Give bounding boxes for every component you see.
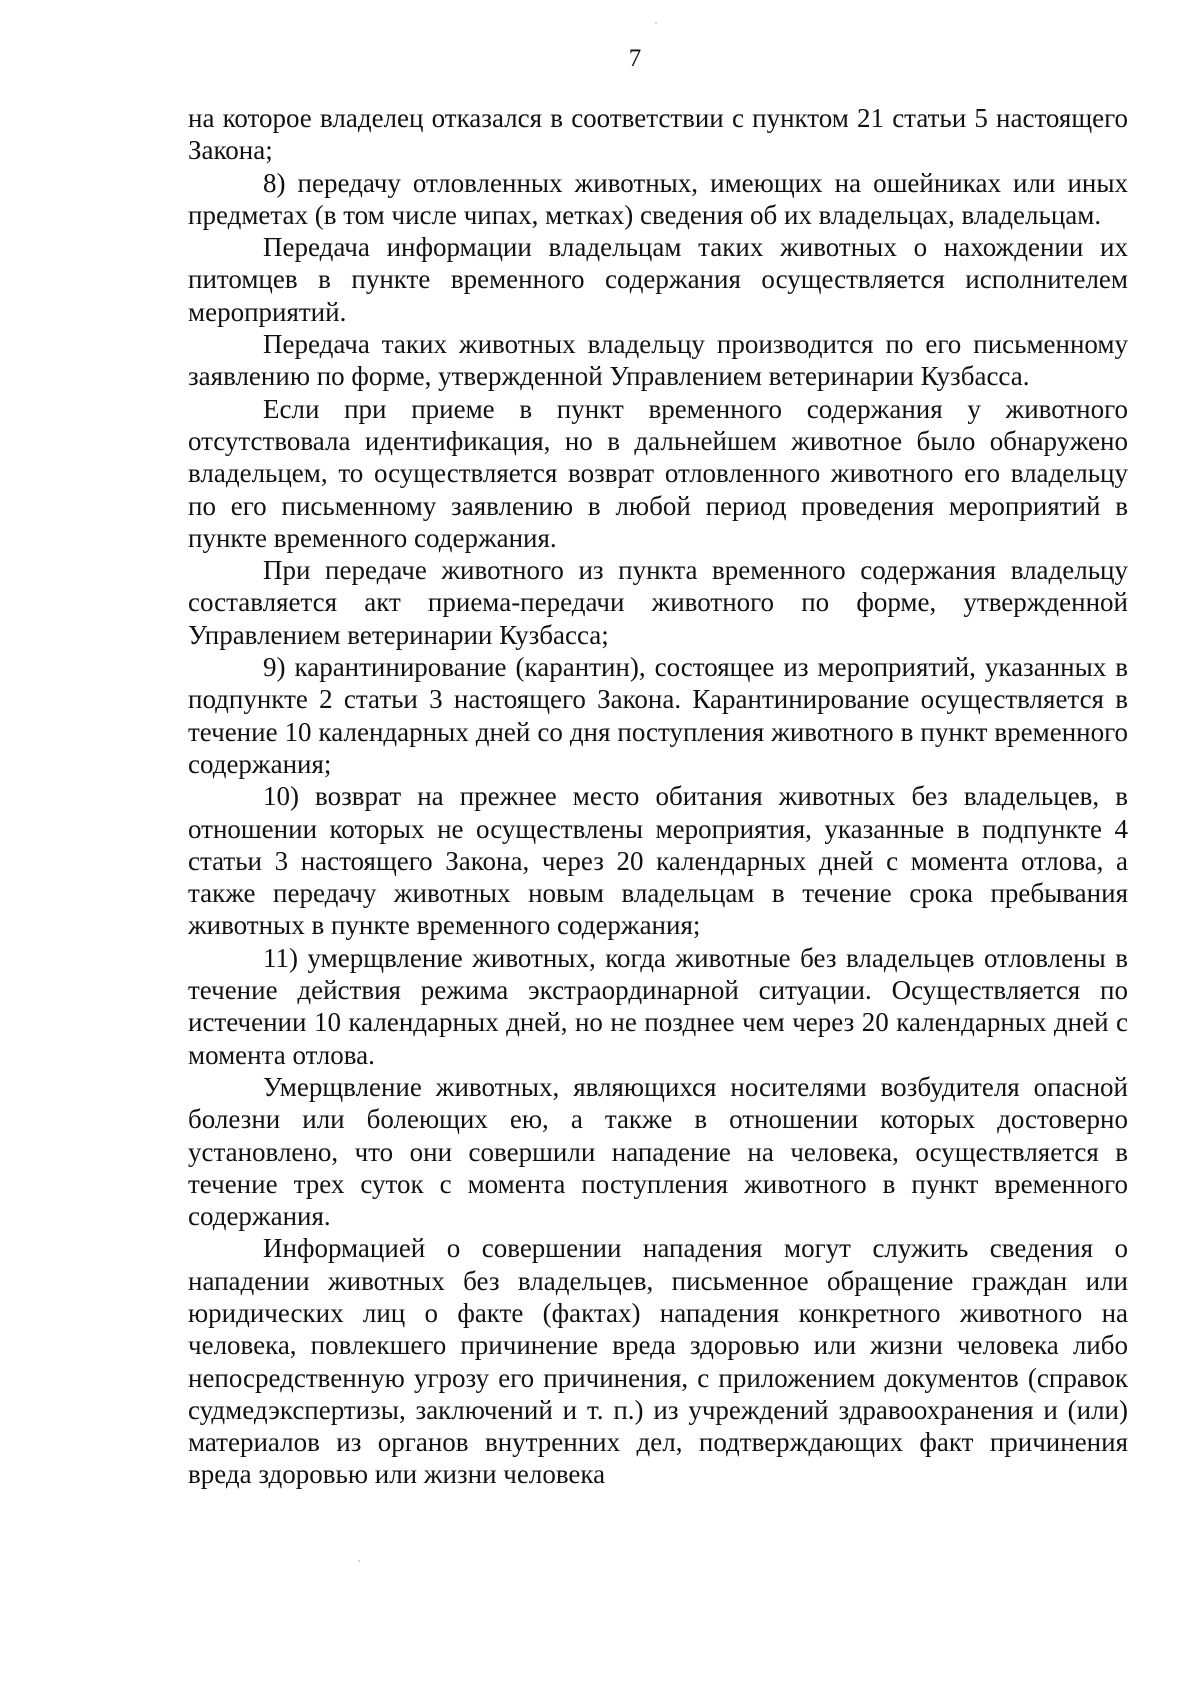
paragraph-item-9: 9) карантинирование (карантин), состоящее из мероприятий, указанных в подпункте 2 статьи 3 настоящего Закона. Карантинирование осуществляется в течение 10 календарных дней со дня поступления животного в пункт временного содержания;	[188, 652, 1128, 779]
scan-speck	[655, 22, 657, 24]
paragraph-continuation: на которое владелец отказался в соответствии с пунктом 21 статьи 5 настоящего Закона;	[188, 103, 1128, 166]
paragraph-identification: Если при приеме в пункт временного содержания у животного отсутствовала идентификация, но в дальнейшем животное было обнаружено владельцем, то осуществляется возврат отловленного животного его владельцу по его письменному заявлению в любой период проведения мероприятий в пункте временного содержания.	[188, 393, 1128, 553]
scan-speck	[358, 1560, 360, 1562]
paragraph-euthanasia: Умерщвление животных, являющихся носителями возбудителя опасной болезни или болеющих ею, а также в отношении которых достоверно установлено, что они совершили нападение на человека, осуществляется в течение трех суток с момента поступления животного в пункт временного содержания.	[188, 1071, 1128, 1232]
paragraph-transfer-act: При передаче животного из пункта временного содержания владельцу составляется акт приема-передачи животного по форме, утвержденной Управлением ветеринарии Кузбасса;	[188, 555, 1128, 650]
paragraph-item-8: 8) передачу отловленных животных, имеющих на ошейниках или иных предметах (в том числе чипах, метках) сведения об их владельцах, владельцам.	[188, 167, 1128, 230]
document-body	[188, 102, 1128, 1491]
paragraph-owner-transfer: Передача таких животных владельцу производится по его письменному заявлению по форме, утвержденной Управлением ветеринарии Кузбасса.	[188, 329, 1128, 392]
paragraph-attack-info: Информацией о совершении нападения могут служить сведения о нападении животных без владельцев, письменное обращение граждан или юридических лиц о факте (фактах) нападения конкретного животного на человека, повлекшего причинение вреда здоровью или жизни человека либо непосредственную угрозу его причинения, с приложением документов (справок судмедэкспертизы, заключений и т. п.) из учреждений здравоохранения и (или) материалов из органов внутренних дел, подтверждающих факт причинения вреда здоровью или жизни человека	[188, 1233, 1128, 1490]
paragraph-item-10: 10) возврат на прежнее место обитания животных без владельцев, в отношении которых не осуществлены мероприятия, указанные в подпункте 4 статьи 3 настоящего Закона, через 20 календарных дней с момента отлова, а также передачу животных новым владельцам в течение срока пребывания животных в пункте временного содержания;	[188, 781, 1128, 941]
paragraph-info-transfer: Передача информации владельцам таких животных о нахождении их питомцев в пункте временного содержания осуществляется исполнителем мероприятий.	[188, 232, 1128, 327]
page-number: 7	[628, 45, 642, 72]
paragraph-item-11: 11) умерщвление животных, когда животные без владельцев отловлены в течение действия режима экстраординарной ситуации. Осуществляется по истечении 10 календарных дней, но не позднее чем через 20 календарных дней с момента отлова.	[188, 942, 1128, 1070]
